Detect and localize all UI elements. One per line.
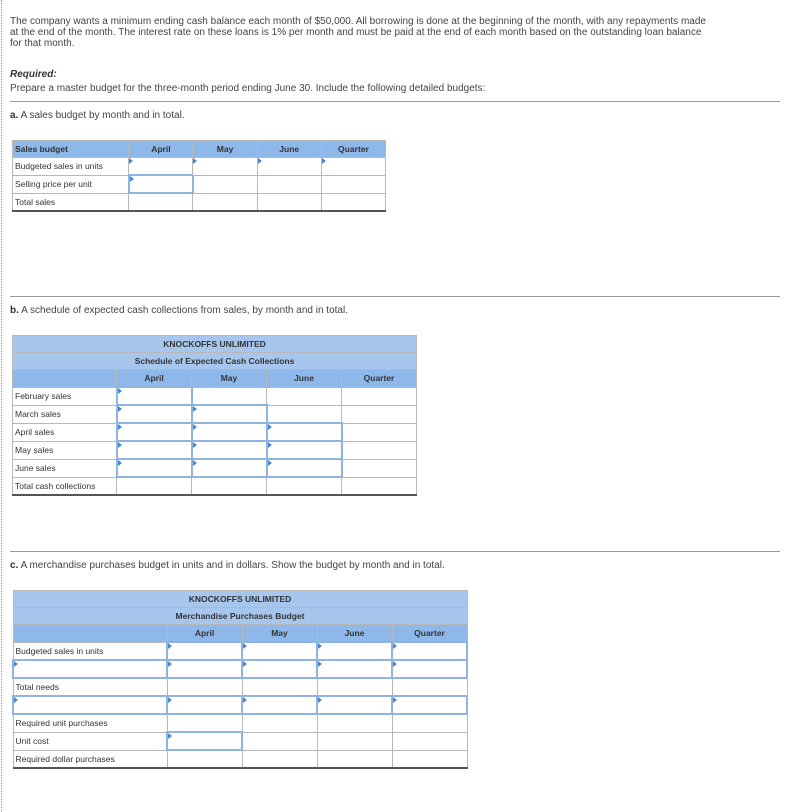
cell-total-collections-quarter (342, 477, 417, 495)
input-row-label-select[interactable] (13, 696, 167, 714)
input-unit-cost-april[interactable] (167, 732, 242, 750)
row-label-total-needs: Total needs (13, 678, 167, 696)
cell-total-collections-april (117, 477, 192, 495)
section-divider (10, 296, 780, 297)
cell-total-collections-june (267, 477, 342, 495)
cell-total-sales-june (257, 193, 321, 211)
input-jun-sales-may[interactable] (192, 459, 267, 477)
cell-blank (342, 459, 417, 477)
row-label-march-sales: March sales (13, 405, 117, 423)
input-row4-june[interactable] (317, 696, 392, 714)
merchandise-purchases-table (12, 590, 468, 769)
row-label-required-dollar-purchases: Required dollar purchases (13, 750, 167, 768)
cell-unit-purchases-may (242, 714, 317, 732)
input-may-sales-june[interactable] (267, 441, 342, 459)
col-header-may: May (242, 625, 317, 643)
row-label-may-sales: May sales (13, 441, 117, 459)
cell-blank (242, 732, 317, 750)
input-sales-units-may[interactable] (193, 158, 257, 176)
cell-blank (342, 387, 417, 405)
row-label-unit-cost: Unit cost (13, 732, 167, 750)
sales-budget-header: Sales budget (13, 141, 129, 158)
row-label-selling-price: Selling price per unit (13, 175, 129, 193)
part-c-text: A merchandise purchases budget in units and in dollars. Show the budget by month and in total. (20, 560, 445, 571)
input-sales-units-quarter[interactable] (392, 642, 467, 660)
input-apr-sales-april[interactable] (117, 423, 192, 441)
cell-dollar-purchases-quarter (392, 750, 467, 768)
input-sales-units-june[interactable] (257, 158, 321, 176)
section-divider (10, 551, 780, 552)
col-header-quarter: Quarter (321, 141, 385, 158)
cell-dollar-purchases-may (242, 750, 317, 768)
col-header-blank (13, 625, 167, 643)
input-may-sales-may[interactable] (192, 441, 267, 459)
col-header-quarter: Quarter (392, 625, 467, 643)
col-header-april: April (129, 141, 193, 158)
input-row2-june[interactable] (317, 660, 392, 678)
part-a-text: A sales budget by month and in total. (20, 110, 185, 121)
col-header-june: June (257, 141, 321, 158)
cell-blank (321, 175, 385, 193)
input-feb-sales-april[interactable] (117, 387, 192, 405)
sales-budget-table (12, 140, 386, 212)
row-label-february-sales: February sales (13, 387, 117, 405)
col-header-april: April (167, 625, 242, 643)
col-header-june: June (317, 625, 392, 643)
company-name: KNOCKOFFS UNLIMITED (13, 336, 417, 353)
input-row2-may[interactable] (242, 660, 317, 678)
part-c-letter: c. (10, 560, 19, 571)
input-jun-sales-april[interactable] (117, 459, 192, 477)
row-label-april-sales: April sales (13, 423, 117, 441)
schedule-title: Schedule of Expected Cash Collections (13, 353, 417, 370)
cell-blank (267, 387, 342, 405)
cell-blank (342, 405, 417, 423)
input-jun-sales-june[interactable] (267, 459, 342, 477)
input-mar-sales-april[interactable] (117, 405, 192, 423)
input-row-label-select[interactable] (13, 660, 167, 678)
row-label-june-sales: June sales (13, 459, 117, 477)
cell-total-sales-may (193, 193, 257, 211)
cash-collections-table (12, 335, 417, 496)
input-row4-quarter[interactable] (392, 696, 467, 714)
problem-intro-text: The company wants a minimum ending cash balance each month of $50,000. All borrowing is done at the beginning of the month, with any repayments made at the end of the month. The interest rate on these loans is 1% per month and must be paid at the end of each month based on the outstanding loan balance for that month. (10, 16, 706, 49)
cell-blank (317, 732, 392, 750)
row-label-total-sales: Total sales (13, 193, 129, 211)
input-sales-units-april[interactable] (167, 642, 242, 660)
input-sales-units-april[interactable] (129, 158, 193, 176)
cell-dollar-purchases-june (317, 750, 392, 768)
part-b-instruction (10, 305, 348, 316)
input-may-sales-april[interactable] (117, 441, 192, 459)
input-row2-quarter[interactable] (392, 660, 467, 678)
col-header-may: May (193, 141, 257, 158)
input-mar-sales-may[interactable] (192, 405, 267, 423)
col-header-june: June (267, 370, 342, 388)
cell-unit-purchases-quarter (392, 714, 467, 732)
input-apr-sales-may[interactable] (192, 423, 267, 441)
cell-total-collections-may (192, 477, 267, 495)
row-label-budgeted-sales-units: Budgeted sales in units (13, 642, 167, 660)
input-row4-april[interactable] (167, 696, 242, 714)
section-divider (10, 101, 780, 102)
row-label-total-cash-collections: Total cash collections (13, 477, 117, 495)
cell-total-needs-quarter (392, 678, 467, 696)
required-text: Prepare a master budget for the three-month period ending June 30. Include the following detailed budgets: (10, 83, 486, 94)
part-b-letter: b. (10, 305, 19, 316)
cell-blank (257, 175, 321, 193)
input-row4-may[interactable] (242, 696, 317, 714)
input-sales-units-may[interactable] (242, 642, 317, 660)
required-label: Required: (10, 69, 57, 80)
purchases-budget-title: Merchandise Purchases Budget (13, 608, 467, 625)
cell-blank (342, 423, 417, 441)
col-header-april: April (117, 370, 192, 388)
input-sales-units-june[interactable] (317, 642, 392, 660)
part-a-letter: a. (10, 110, 19, 121)
cell-blank (392, 732, 467, 750)
part-b-text: A schedule of expected cash collections from sales, by month and in total. (21, 305, 348, 316)
cell-total-needs-may (242, 678, 317, 696)
col-header-quarter: Quarter (342, 370, 417, 388)
left-dotted-rule (1, 0, 2, 812)
cell-dollar-purchases-april (167, 750, 242, 768)
input-row2-april[interactable] (167, 660, 242, 678)
row-label-required-unit-purchases: Required unit purchases (13, 714, 167, 732)
row-label-budgeted-sales-units: Budgeted sales in units (13, 158, 129, 176)
cell-total-needs-april (167, 678, 242, 696)
cell-total-sales-april (129, 193, 193, 211)
cell-total-needs-june (317, 678, 392, 696)
cell-blank (267, 405, 342, 423)
input-selling-price-april[interactable] (129, 175, 193, 193)
cell-unit-purchases-june (317, 714, 392, 732)
cell-blank (193, 175, 257, 193)
cell-blank (192, 387, 267, 405)
part-c-instruction (10, 560, 445, 571)
cell-blank (342, 441, 417, 459)
cell-total-sales-quarter (321, 193, 385, 211)
col-header-blank (13, 370, 117, 388)
part-a-instruction (10, 110, 185, 121)
cell-unit-purchases-april (167, 714, 242, 732)
col-header-may: May (192, 370, 267, 388)
input-sales-units-quarter[interactable] (321, 158, 385, 176)
input-apr-sales-june[interactable] (267, 423, 342, 441)
company-name: KNOCKOFFS UNLIMITED (13, 591, 467, 608)
